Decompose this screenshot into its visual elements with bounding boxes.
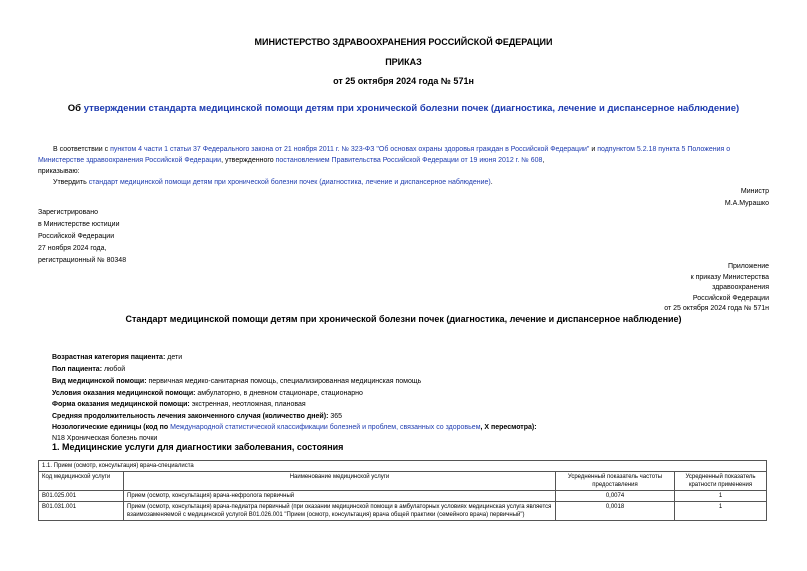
appendix-line: здравоохранения <box>712 284 769 291</box>
cell-code: B01.031.001 <box>39 502 124 521</box>
subclause-link[interactable]: подпунктом 5.2.18 пункта 5 Положения о <box>597 146 731 153</box>
meta-form-value: экстренная, неотложная, плановая <box>189 401 306 408</box>
order-date-number: от 25 октября 2024 года № 571н <box>333 76 474 86</box>
col-header-name: Наименование медицинской услуги <box>124 472 556 491</box>
doc-type: ПРИКАЗ <box>385 57 422 67</box>
meta-conditions <box>52 388 363 400</box>
table-row <box>39 491 767 502</box>
section-1-title: 1. Медицинские услуги для диагностики заболевания, состояния <box>52 442 344 452</box>
meta-nosology-label: Нозологические единицы (код по <box>52 424 171 431</box>
preamble-text-4: , <box>542 157 545 164</box>
standard-title: Стандарт медицинской помощи детям при хронической болезни почек (диагностика, лечение и диспансерное наблюдение) <box>125 314 682 324</box>
services-table <box>38 460 767 521</box>
preamble-text-1: В соответствии с <box>53 146 111 153</box>
registration-block <box>38 207 126 267</box>
appendix-block <box>664 262 769 315</box>
cell-code: B01.025.001 <box>39 491 124 502</box>
registration-line: Российской Федерации <box>38 233 115 240</box>
order-title-prefix: Об <box>67 103 84 114</box>
meta-nosology <box>52 422 537 434</box>
meta-sex-value: любой <box>102 366 126 373</box>
registration-line: регистрационный № 80348 <box>38 257 127 264</box>
col-header-multiplicity: Усредненный показатель кратности применения <box>675 472 767 491</box>
meta-kind <box>52 376 421 388</box>
preamble-text-2: и <box>589 146 598 153</box>
signature-name: М.А.Мурашко <box>724 200 769 207</box>
meta-conditions-label: Условия оказания медицинской помощи: <box>52 390 196 397</box>
cell-multiplicity: 1 <box>675 491 767 502</box>
registration-line: 27 ноября 2024 года, <box>38 245 107 252</box>
cell-frequency: 0,0074 <box>556 491 675 502</box>
standard-link[interactable]: стандарт медицинской помощи детям при хронической болезни почек (диагностика, лечение и диспансерное наблюдение) <box>88 179 491 186</box>
meta-nosology-label-2: , X пересмотра): <box>480 424 537 431</box>
icd-link[interactable]: Международной статистической классификации болезней и проблем, связанных со здоровьем <box>170 424 481 431</box>
cell-multiplicity: 1 <box>675 502 767 521</box>
preamble-text-3: , утвержденного <box>221 157 276 164</box>
ministry-header: МИНИСТЕРСТВО ЗДРАВООХРАНЕНИЯ РОССИЙСКОЙ ФЕДЕРАЦИИ <box>254 37 553 47</box>
signature-block <box>725 186 769 210</box>
regulation-link[interactable]: Министерстве здравоохранения Российской Федерации <box>38 157 222 164</box>
meta-duration <box>52 411 342 423</box>
meta-age-value: дети <box>165 354 183 361</box>
meta-conditions-value: амбулаторно, в дневном стационаре, стационарно <box>195 390 363 397</box>
appendix-line: от 25 октября 2024 года № 571н <box>664 305 769 312</box>
approve-paragraph <box>53 177 493 188</box>
law-link[interactable]: пунктом 4 части 1 статьи 37 Федерального закона от 21 ноября 2011 г. № 323-ФЗ "Об основах охраны здоровья граждан в Российской Федерации" <box>110 146 590 153</box>
table-row <box>39 502 767 521</box>
meta-age-label: Возрастная категория пациента: <box>52 354 166 361</box>
meta-kind-label: Вид медицинской помощи: <box>52 378 147 385</box>
order-title-link[interactable]: утверждении стандарта медицинской помощи детям при хронической болезни почек (диагностика, лечение и диспансерное наблюдение) <box>83 103 740 114</box>
government-decree-link[interactable]: постановлением Правительства Российской Федерации от 19 июня 2012 г. № 608 <box>275 157 543 164</box>
col-header-frequency: Усредненный показатель частоты предоставления <box>556 472 675 491</box>
appendix-line: к приказу Министерства <box>690 273 769 281</box>
appendix-line: Приложение <box>727 263 769 270</box>
meta-age <box>52 352 182 364</box>
signature-position: Министр <box>740 188 769 195</box>
col-header-code: Код медицинской услуги <box>39 472 124 491</box>
registration-line: Зарегистрировано <box>38 209 98 216</box>
approve-suffix: . <box>490 179 493 186</box>
cell-frequency: 0,0018 <box>556 502 675 521</box>
meta-kind-value: первичная медико-санитарная помощь, специализированная медицинская помощь <box>146 378 422 385</box>
meta-form <box>52 399 306 411</box>
table-caption: 1.1. Прием (осмотр, консультация) врача-специалиста <box>39 461 767 472</box>
order-word: приказываю: <box>38 168 80 175</box>
cell-name: Прием (осмотр, консультация) врача-педиатра первичный (при оказании медицинской помощи в амбулаторных условиях медицинская услуга является взаимозаменяемой с медицинской услугой B01.026.001 "Прием (осмотр, консультация) врача общей практики (семейного врача) первичный") <box>124 502 556 521</box>
meta-duration-value: 365 <box>328 413 343 420</box>
nosology-code: N18 Хроническая болезнь почки <box>52 435 158 442</box>
meta-form-label: Форма оказания медицинской помощи: <box>52 401 190 408</box>
appendix-line: Российской Федерации <box>692 294 769 302</box>
meta-sex-label: Пол пациента: <box>52 366 103 373</box>
registration-line: в Министерстве юстиции <box>38 221 120 228</box>
preamble-paragraph <box>38 144 770 166</box>
cell-name: Прием (осмотр, консультация) врача-нефролога первичный <box>124 491 556 502</box>
approve-prefix: Утвердить <box>53 179 89 186</box>
meta-duration-label: Средняя продолжительность лечения законченного случая (количество дней): <box>52 413 329 420</box>
order-title <box>0 103 807 114</box>
meta-sex <box>52 364 125 376</box>
